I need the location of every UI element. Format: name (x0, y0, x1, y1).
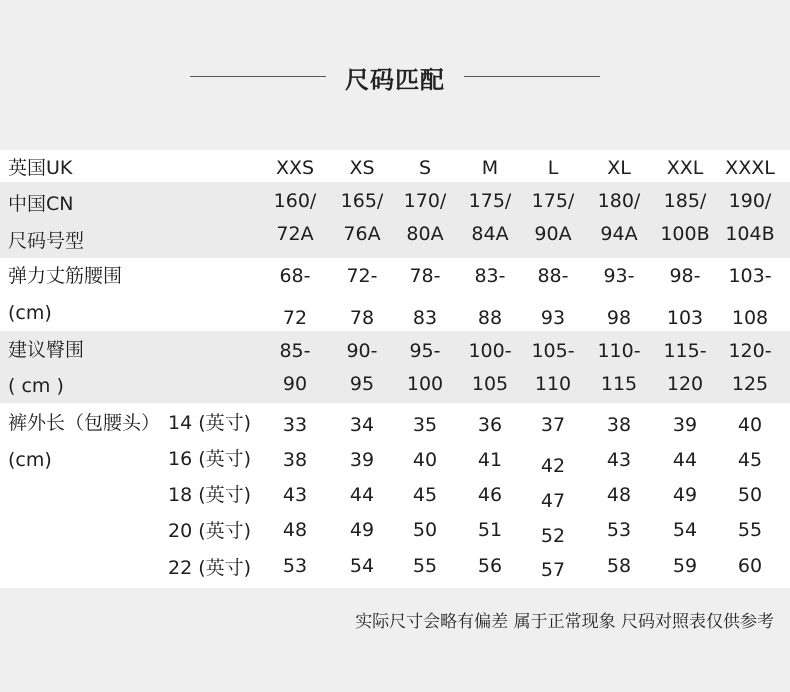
inseam-cell: 44 (349, 484, 375, 506)
inseam-cell: 58 (606, 555, 632, 577)
hip-cell: 85- (279, 340, 311, 362)
inseam-row-label: 22 (英寸) (168, 557, 252, 579)
waist-cell: 72- (346, 265, 378, 287)
hip-cell: 95 (349, 373, 375, 395)
waist-cell: 83 (412, 307, 438, 329)
waist-cell: 78 (349, 307, 375, 329)
waist-cell: 108 (731, 307, 769, 329)
size-header-cell: XXL (666, 157, 704, 179)
inseam-cell: 37 (540, 414, 566, 436)
waist-cell: 72 (282, 307, 308, 329)
inseam-cell: 38 (282, 449, 308, 471)
inseam-label-line2: (cm) (8, 449, 52, 471)
inseam-row-label: 14 (英寸) (168, 412, 252, 434)
hip-cell: 115 (600, 373, 638, 395)
inseam-label-line1: 裤外长（包腰头） (8, 412, 161, 434)
hip-cell: 125 (731, 373, 769, 395)
inseam-cell: 45 (737, 449, 763, 471)
hip-cell: 100- (468, 340, 512, 362)
inseam-cell: 35 (412, 414, 438, 436)
inseam-cell: 53 (282, 555, 308, 577)
inseam-cell: 40 (737, 414, 763, 436)
inseam-cell: 49 (349, 519, 375, 541)
inseam-cell: 50 (412, 519, 438, 541)
inseam-cell: 46 (477, 484, 503, 506)
size-header-cell: XXXL (725, 157, 775, 179)
inseam-cell: 55 (737, 519, 763, 541)
inseam-cell: 54 (672, 519, 698, 541)
inseam-row-label: 16 (英寸) (168, 448, 252, 470)
inseam-cell: 36 (477, 414, 503, 436)
inseam-cell: 60 (737, 555, 763, 577)
hip-cell: 110 (534, 373, 572, 395)
inseam-cell: 51 (477, 519, 503, 541)
waist-cell: 93- (603, 265, 635, 287)
cn-size-cell: 190/ (728, 190, 772, 212)
title-divider-right (464, 76, 600, 77)
hip-cell: 100 (406, 373, 444, 395)
title-block (0, 56, 790, 100)
hip-cell: 105- (531, 340, 575, 362)
cn-size-cell: 180/ (597, 190, 641, 212)
hip-cell: 90- (346, 340, 378, 362)
cn-size-cell: 185/ (663, 190, 707, 212)
waist-cell: 103 (666, 307, 704, 329)
footer-note: 实际尺寸会略有偏差 属于正常现象 尺码对照表仅供参考 (355, 612, 774, 632)
hip-cell: 120- (728, 340, 772, 362)
inseam-row-label: 20 (英寸) (168, 520, 252, 542)
cn-label-line1: 中国CN (8, 193, 74, 215)
inseam-cell: 53 (606, 519, 632, 541)
inseam-cell: 59 (672, 555, 698, 577)
inseam-cell: 50 (737, 484, 763, 506)
waist-cell: 68- (279, 265, 311, 287)
inseam-cell: 33 (282, 414, 308, 436)
waist-cell: 98- (669, 265, 701, 287)
inseam-cell: 43 (282, 484, 308, 506)
title-divider-left (190, 76, 326, 77)
inseam-cell: 44 (672, 449, 698, 471)
inseam-cell: 34 (349, 414, 375, 436)
inseam-cell: 56 (477, 555, 503, 577)
size-header-cell: M (481, 157, 499, 179)
inseam-cell: 48 (282, 519, 308, 541)
waist-cell: 93 (540, 307, 566, 329)
size-header-cell: XXS (275, 157, 315, 179)
waist-cell: 88- (537, 265, 569, 287)
inseam-cell: 43 (606, 449, 632, 471)
hip-cell: 120 (666, 373, 704, 395)
inseam-cell: 41 (477, 449, 503, 471)
waist-cell: 98 (606, 307, 632, 329)
waist-cell: 83- (474, 265, 506, 287)
size-header-cell: S (418, 157, 432, 179)
cn-size-cell: 104B (725, 223, 775, 245)
hip-cell: 90 (282, 373, 308, 395)
cn-size-cell: 72A (276, 223, 314, 245)
inseam-cell: 45 (412, 484, 438, 506)
cn-size-cell: 80A (406, 223, 444, 245)
cn-size-cell: 94A (600, 223, 638, 245)
inseam-cell: 48 (606, 484, 632, 506)
inseam-cell: 49 (672, 484, 698, 506)
hip-cell: 105 (471, 373, 509, 395)
cn-size-cell: 84A (471, 223, 509, 245)
cn-size-cell: 175/ (468, 190, 512, 212)
hip-cell: 115- (663, 340, 707, 362)
size-header-cell: XS (349, 157, 375, 179)
waist-cell: 78- (409, 265, 441, 287)
cn-label-line2: 尺码号型 (8, 230, 85, 252)
inseam-cell: 47 (540, 490, 566, 512)
cn-size-cell: 100B (660, 223, 710, 245)
hip-label-line1: 建议臀围 (8, 339, 85, 361)
cn-size-cell: 76A (343, 223, 381, 245)
inseam-cell: 39 (349, 449, 375, 471)
waist-cell: 88 (477, 307, 503, 329)
inseam-cell: 55 (412, 555, 438, 577)
hip-label-line2: ( cm ) (8, 375, 64, 397)
page-title: 尺码匹配 (345, 66, 445, 94)
cn-size-cell: 90A (534, 223, 572, 245)
inseam-cell: 54 (349, 555, 375, 577)
cn-size-cell: 160/ (273, 190, 317, 212)
cn-size-cell: 175/ (531, 190, 575, 212)
inseam-cell: 40 (412, 449, 438, 471)
inseam-cell: 38 (606, 414, 632, 436)
inseam-row-label: 18 (英寸) (168, 484, 252, 506)
waist-label-line2: (cm) (8, 302, 52, 324)
waist-cell: 103- (728, 265, 772, 287)
size-header-cell: L (547, 157, 559, 179)
inseam-cell: 52 (540, 525, 566, 547)
hip-cell: 110- (597, 340, 641, 362)
size-header-cell: XL (607, 157, 631, 179)
cn-size-cell: 165/ (340, 190, 384, 212)
waist-label-line1: 弹力丈筋腰围 (8, 265, 123, 287)
cn-size-cell: 170/ (403, 190, 447, 212)
uk-label: 英国UK (8, 157, 73, 179)
inseam-cell: 39 (672, 414, 698, 436)
inseam-cell: 42 (540, 455, 566, 477)
hip-cell: 95- (409, 340, 441, 362)
inseam-cell: 57 (540, 559, 566, 581)
